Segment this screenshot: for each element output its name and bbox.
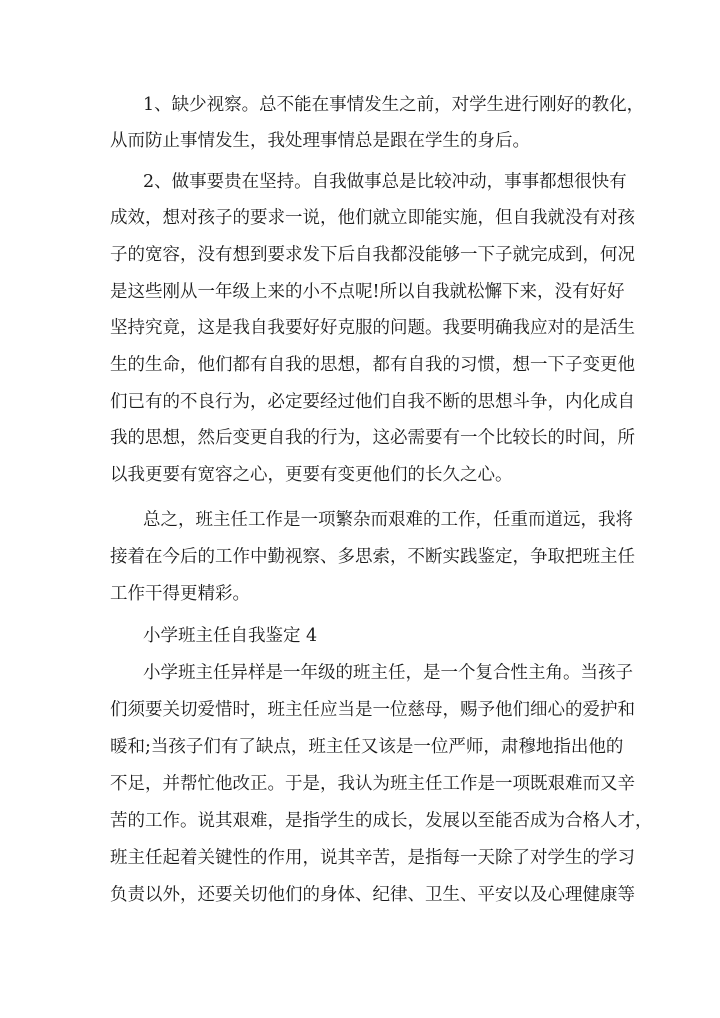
paragraph-5-line-2: 们须要关切爱惜时，班主任应当是一位慈母，赐予他们细心的爱护和 (110, 700, 635, 720)
paragraph-2-line-2: 成效，想对孩子的要求一说，他们就立即能实施，但自我就没有对孩 (110, 208, 635, 228)
paragraph-1-line-2: 从而防止事情发生，我处理事情总是跟在学生的身后。 (110, 131, 530, 151)
section-heading: 小学班主任自我鉴定 4 (143, 626, 318, 646)
paragraph-3-line-3: 工作干得更精彩。 (110, 584, 250, 604)
paragraph-5-line-7: 负责以外，还要关切他们的身体、纪律、卫生、平安以及心理健康等 (110, 885, 635, 905)
paragraph-1-line-1: 1、缺少视察。总不能在事情发生之前，对学生进行刚好的教化， (143, 95, 645, 115)
paragraph-2-line-4: 是这些刚从一年级上来的小不点呢!所以自我就松懈下来，没有好好 (110, 282, 625, 302)
paragraph-5-line-4: 不足，并帮忙他改正。于是，我认为班主任工作是一项既艰难而又辛 (110, 774, 635, 794)
paragraph-2-line-6: 生的生命，他们都有自我的思想，都有自我的习惯，想一下子变更他 (110, 355, 635, 375)
paragraph-2-line-1: 2、做事要贵在坚持。自我做事总是比较冲动，事事都想很快有 (143, 172, 627, 192)
paragraph-3-line-2: 接着在今后的工作中勤视察、多思索，不断实践鉴定，争取把班主任 (110, 547, 635, 567)
paragraph-2-line-9: 以我更要有宽容之心，更要有变更他们的长久之心。 (110, 465, 513, 485)
paragraph-2-line-7: 们已有的不良行为，必定要经过他们自我不断的思想斗争，内化成自 (110, 392, 635, 412)
paragraph-2-line-3: 子的宽容，没有想到要求发下后自我都没能够一下子就完成到，何况 (110, 245, 635, 265)
paragraph-2-line-8: 我的思想，然后变更自我的行为，这必需要有一个比较长的时间，所 (110, 428, 635, 448)
paragraph-2-line-5: 坚持究竟，这是我自我要好好克服的问题。我要明确我应对的是活生 (110, 318, 635, 338)
paragraph-5-line-1: 小学班主任异样是一年级的班主任，是一个复合性主角。当孩子 (143, 663, 633, 683)
paragraph-5-line-3: 暖和;当孩子们有了缺点，班主任又该是一位严师，肃穆地指出他的 (110, 737, 624, 757)
paragraph-3-line-1: 总之，班主任工作是一项繁杂而艰难的工作，任重而道远，我将 (143, 510, 633, 530)
paragraph-5-line-5: 苦的工作。说其艰难，是指学生的成长，发展以至能否成为合格人才， (110, 811, 653, 831)
paragraph-5-line-6: 班主任起着关键性的作用，说其辛苦，是指每一天除了对学生的学习 (110, 848, 635, 868)
